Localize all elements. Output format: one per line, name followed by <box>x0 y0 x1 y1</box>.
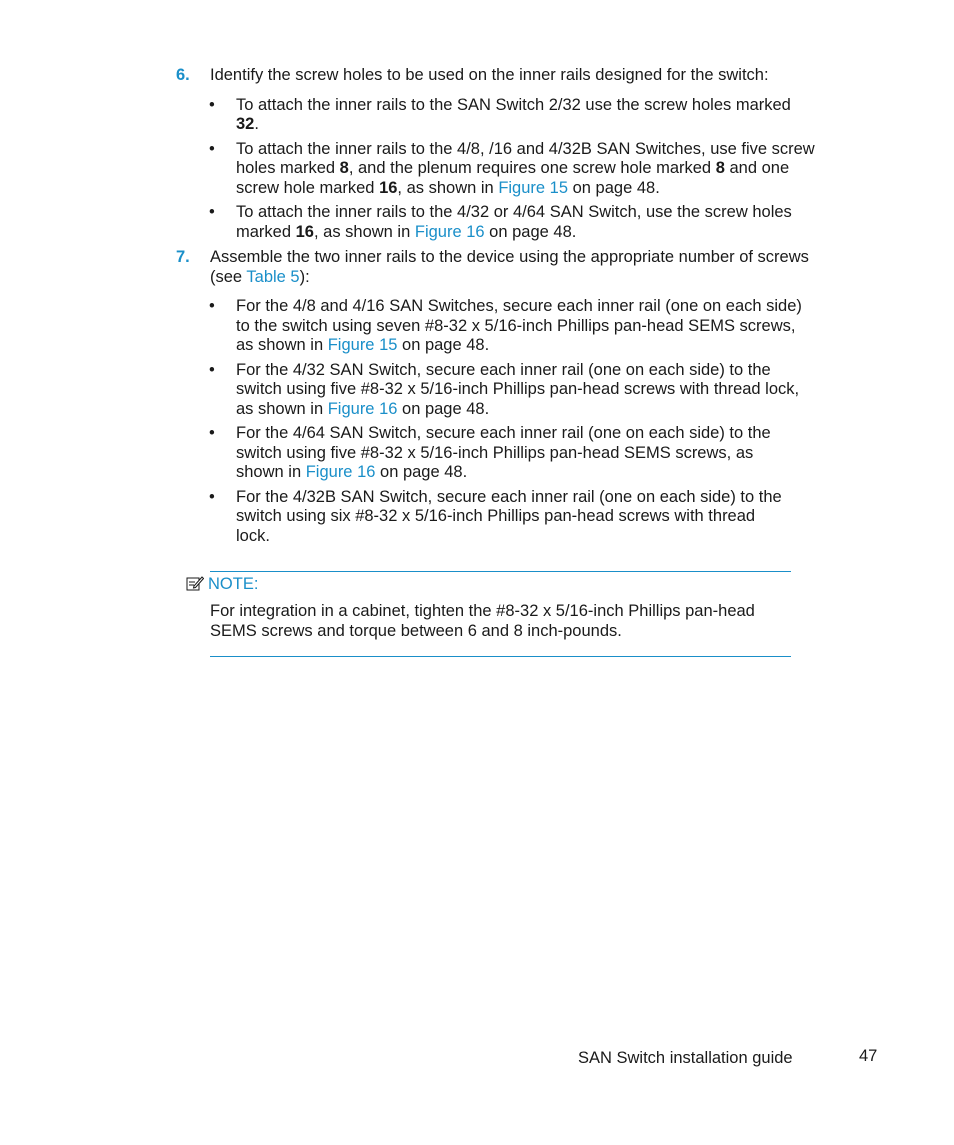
bullet-icon: • <box>209 487 215 506</box>
bullet-icon: • <box>209 297 215 315</box>
table-5-link[interactable]: Table 5 <box>246 267 300 286</box>
item-bold: 8 <box>339 159 349 177</box>
item-text: To attach the inner rails to the 4/8, /16 and 4/32B SAN Switches, use five screw holes marked <box>236 139 815 177</box>
step-number: 7. <box>176 248 190 266</box>
item-text: on page 48. <box>397 336 490 354</box>
note-text: For integration in a cabinet, tighten the #8-32 x 5/16-inch Phillips pan-head SEMS screws and torque between 6 and 8 inch-pounds. <box>210 602 755 640</box>
item-bold: 32 <box>236 115 255 133</box>
note-label: NOTE: <box>208 575 259 593</box>
note-pencil-icon <box>186 575 204 591</box>
item-text: on page 48. <box>375 463 468 481</box>
item-text: on page 48. <box>397 399 490 418</box>
item-bold: 8 <box>715 159 725 177</box>
item-text: and one screw hole marked <box>236 159 790 197</box>
item-text: To attach the inner rails to the SAN Switch 2/32 use the screw holes marked <box>236 95 791 114</box>
figure-15-link[interactable]: Figure 15 <box>498 178 569 197</box>
bullet-list <box>176 297 836 546</box>
bullet-icon: • <box>209 424 215 442</box>
list-item <box>209 95 796 135</box>
item-text: For the 4/32 SAN Switch, secure each inner rail (one on each side) to the switch using five #8-32 x 5/16-inch Phillips pan-head screws with thread lock, as shown in <box>236 360 800 418</box>
item-text: To attach the inner rails to the 4/32 or 4/64 SAN Switch, use the screw holes marked <box>236 203 792 241</box>
figure-15-link[interactable]: Figure 15 <box>327 336 398 354</box>
item-text: For the 4/8 and 4/16 SAN Switches, secure each inner rail (one on each side) to the switch using seven #8-32 x 5/16-inch Phillips pan-head SEMS screws, as shown in <box>236 297 802 354</box>
step-number: 6. <box>176 66 190 84</box>
note-top-rule <box>210 571 791 572</box>
item-text: , and the plenum requires one screw hole marked <box>348 159 716 177</box>
item-text: . <box>254 115 259 133</box>
step-6 <box>176 66 836 247</box>
intro-text: Assemble the two inner rails to the device using the appropriate number of screws (see <box>210 248 809 286</box>
figure-16-link[interactable]: Figure 16 <box>414 222 485 241</box>
item-text: For the 4/32B SAN Switch, secure each inner rail (one on each side) to the switch using six #8-32 x 5/16-inch Phillips pan-head screws with thread lock. <box>236 487 782 545</box>
bullet-icon: • <box>209 139 215 158</box>
step-7 <box>176 248 836 551</box>
list-item <box>209 297 806 356</box>
list-item <box>209 360 811 420</box>
step-intro: Identify the screw holes to be used on the inner rails designed for the switch: <box>210 66 769 84</box>
item-bold: 16 <box>379 178 398 197</box>
page-number: 47 <box>859 1047 878 1065</box>
list-item <box>209 487 791 547</box>
figure-16-link[interactable]: Figure 16 <box>305 463 376 481</box>
note-bottom-rule <box>210 656 791 657</box>
item-text: For the 4/64 SAN Switch, secure each inner rail (one on each side) to the switch using five #8-32 x 5/16-inch Phillips pan-head SEMS screws, as shown in <box>236 424 771 481</box>
bullet-icon: • <box>209 95 215 114</box>
note-heading <box>186 575 258 595</box>
list-item <box>209 139 816 199</box>
bullet-icon: • <box>209 360 215 379</box>
list-item <box>209 203 811 242</box>
item-text: on page 48. <box>568 178 660 197</box>
list-item <box>209 424 791 483</box>
intro-text: ): <box>299 267 310 286</box>
item-text: on page 48. <box>484 222 577 241</box>
item-text: , as shown in <box>313 222 415 241</box>
bullet-list <box>176 96 836 243</box>
figure-16-link[interactable]: Figure 16 <box>327 399 398 418</box>
footer-title: SAN Switch installation guide <box>578 1049 793 1067</box>
bullet-icon: • <box>209 203 215 221</box>
step-intro <box>210 248 836 287</box>
item-bold: 16 <box>295 222 314 241</box>
item-text: , as shown in <box>397 178 499 197</box>
